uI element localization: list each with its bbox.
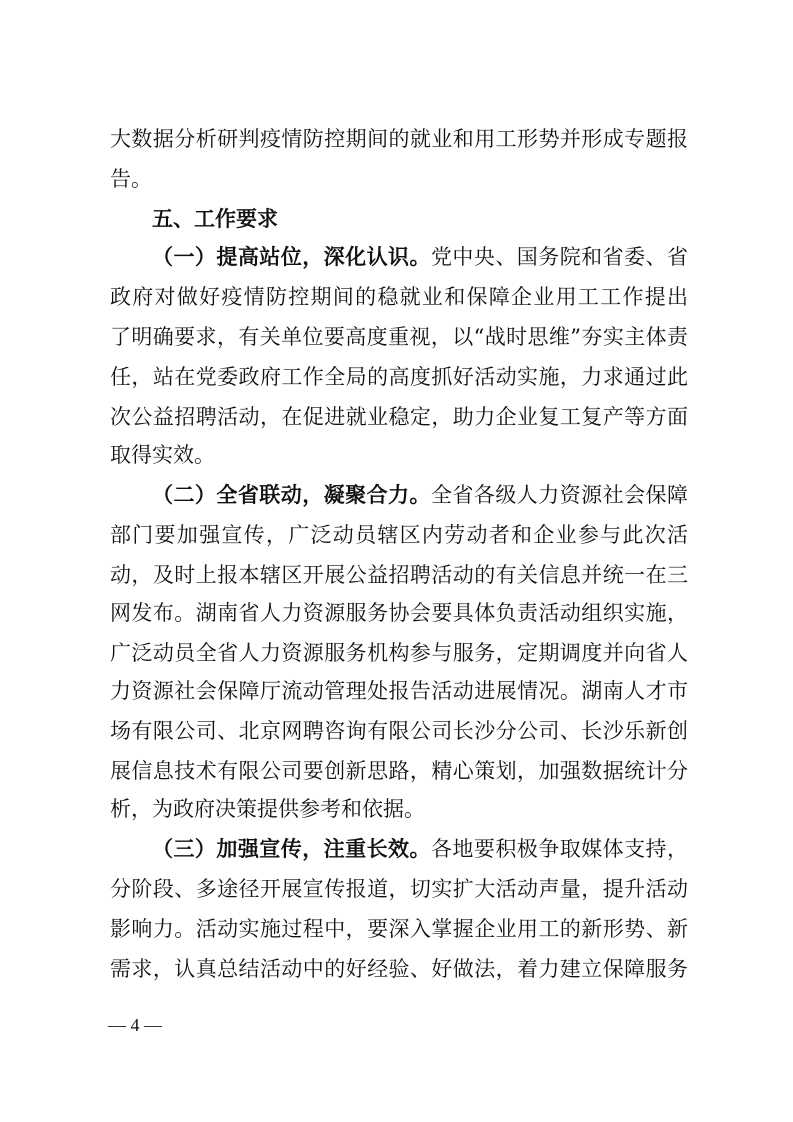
paragraph-text: 党中央、国务院和省委、省 — [430, 245, 689, 269]
paragraph-first-line — [152, 834, 688, 864]
body-text-line: 告。 — [110, 167, 152, 191]
body-text-line: 析，为政府决策提供参考和依据。 — [110, 797, 425, 821]
body-text-line: 取得实效。 — [110, 443, 215, 467]
paragraph-text: 全省各级人力资源社会保障 — [430, 483, 689, 507]
body-text-line: 场有限公司、北京网聘咨询有限公司长沙分公司、长沙乐新创 — [110, 719, 688, 743]
page-number: — 4 — — [108, 1015, 162, 1035]
paragraph-text: 各地要积极争取媒体支持， — [430, 837, 689, 861]
body-text-line: 部门要加强宣传，广泛动员辖区内劳动者和企业参与此次活 — [110, 523, 688, 547]
body-text-line: 展信息技术有限公司要创新思路，精心策划，加强数据统计分 — [110, 759, 688, 783]
paragraph-first-line — [152, 480, 688, 510]
paragraph-lead: （一）提高站位，深化认识。 — [152, 244, 431, 269]
body-text-line: 网发布。湖南省人力资源服务协会要具体负责活动组织实施， — [110, 601, 688, 625]
body-text-line: 动，及时上报本辖区开展公益招聘活动的有关信息并统一在三 — [110, 563, 688, 587]
body-text-line: 次公益招聘活动，在促进就业稳定，助力企业复工复产等方面 — [110, 405, 688, 429]
body-text-line: 政府对做好疫情防控期间的稳就业和保障企业用工工作提出 — [110, 285, 688, 309]
body-text-line: 大数据分析研判疫情防控期间的就业和用工形势并形成专题报 — [110, 127, 688, 151]
section-heading: 五、工作要求 — [152, 206, 278, 231]
body-text-line: 需求，认真总结活动中的好经验、好做法，着力建立保障服务 — [110, 957, 688, 981]
body-text-line: 影响力。活动实施过程中，要深入掌握企业用工的新形势、新 — [110, 917, 688, 941]
body-text-line: 分阶段、多途径开展宣传报道，切实扩大活动声量，提升活动 — [110, 877, 688, 901]
body-text-line: 广泛动员全省人力资源服务机构参与服务，定期调度并向省人 — [110, 641, 688, 665]
paragraph-lead: （三）加强宣传，注重长效。 — [152, 836, 431, 861]
body-text-line: 了明确要求，有关单位要高度重视，以“战时思维”夯实主体责 — [110, 325, 688, 349]
paragraph-first-line — [152, 242, 688, 272]
body-text-line: 力资源社会保障厅流动管理处报告活动进展情况。湖南人才市 — [110, 679, 688, 703]
body-text-line: 任，站在党委政府工作全局的高度抓好活动实施，力求通过此 — [110, 365, 688, 389]
paragraph-lead: （二）全省联动，凝聚合力。 — [152, 482, 431, 507]
